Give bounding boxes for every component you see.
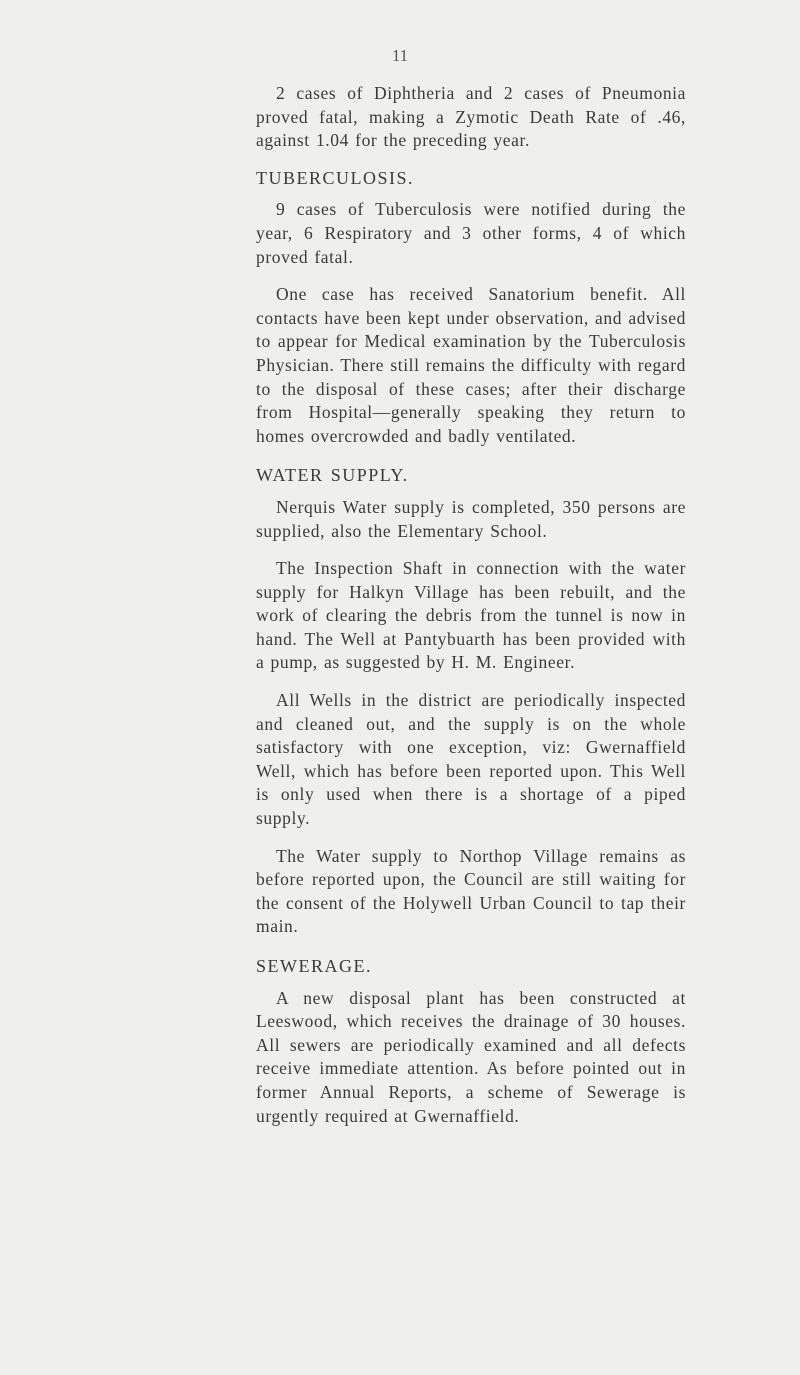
water-supply-paragraph: The Inspection Shaft in connection with the water supply for Halkyn Village has been rebuilt, and the work of clearing the debris from the tunnel is now in hand. The Well at Pantybuarth has been provided with a pump, as suggested by H. M. Engineer. [256,558,686,673]
intro-paragraph: 2 cases of Diphtheria and 2 cases of Pneumonia proved fatal, making a Zymotic Death Rate of .46, against 1.04 for the preceding year. [256,83,686,151]
document-body [256,82,686,1142]
sewerage-paragraph: A new disposal plant has been constructed at Leeswood, which receives the drainage of 30 houses. All sewers are periodically examined and all defects receive immediate attention. As before pointed out in former Annual Reports, a scheme of Sewerage is urgently required at Gwernaffield. [256,987,686,1126]
water-supply-heading: WATER SUPPLY. [256,465,409,486]
water-supply-paragraph: All Wells in the district are periodically inspected and cleaned out, and the supply is on the whole satisfactory with one exception, viz: Gwernaffield Well, which has before been reported upon. This Well is only used when there is a shortage of a piped supply. [256,690,686,829]
tuberculosis-heading: TUBERCULOSIS. [256,167,415,188]
tuberculosis-paragraph: One case has received Sanatorium benefit. All contacts have been kept under observation, and advised to appear for Medical examination by the Tuberculosis Physician. There still remains the difficulty with regard to the disposal of these cases; after their discharge from Hospital—generally speaking they return to homes overcrowded and badly ventilated. [256,284,686,446]
page-number: 11 [391,46,409,65]
tuberculosis-paragraph: 9 cases of Tuberculosis were notified during the year, 6 Respiratory and 3 other forms, 4 of which proved fatal. [256,199,686,267]
water-supply-paragraph: Nerquis Water supply is completed, 350 persons are supplied, also the Elementary School. [256,496,686,541]
water-supply-paragraph: The Water supply to Northop Village remains as before reported upon, the Council are still waiting for the consent of the Holywell Urban Council to tap their main. [256,845,686,937]
sewerage-heading: SEWERAGE. [256,956,372,976]
